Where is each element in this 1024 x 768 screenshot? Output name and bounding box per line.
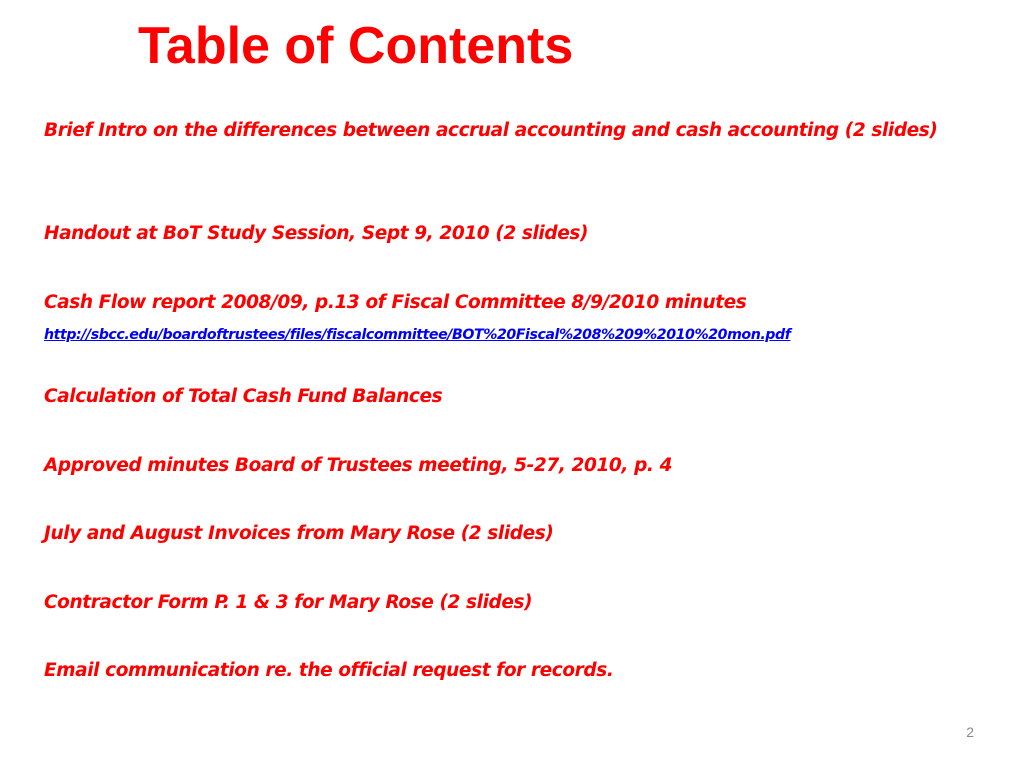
slide-title: Table of Contents: [138, 17, 574, 75]
toc-item-contractor-form: Contractor Form P. 1 & 3 for Mary Rose (2 slides): [44, 592, 533, 613]
toc-item-email-communication: Email communication re. the official request for records.: [44, 660, 614, 681]
fiscal-committee-minutes-link[interactable]: http://sbcc.edu/boardoftrustees/files/fiscalcommittee/BOT%20Fiscal%208%209%2010%20mon.pdf: [44, 327, 791, 343]
toc-item-cash-fund-balances: Calculation of Total Cash Fund Balances: [44, 386, 443, 407]
toc-item-accrual-vs-cash: Brief Intro on the differences between accrual accounting and cash accounting (2 slides): [44, 120, 938, 141]
toc-item-approved-minutes: Approved minutes Board of Trustees meeting, 5-27, 2010, p. 4: [44, 455, 673, 476]
toc-item-cash-flow-report: Cash Flow report 2008/09, p.13 of Fiscal Committee 8/9/2010 minutes: [44, 292, 747, 313]
page-number: 2: [966, 724, 974, 740]
toc-item-bot-handout: Handout at BoT Study Session, Sept 9, 2010 (2 slides): [44, 223, 589, 244]
toc-item-invoices: July and August Invoices from Mary Rose (2 slides): [44, 523, 554, 544]
